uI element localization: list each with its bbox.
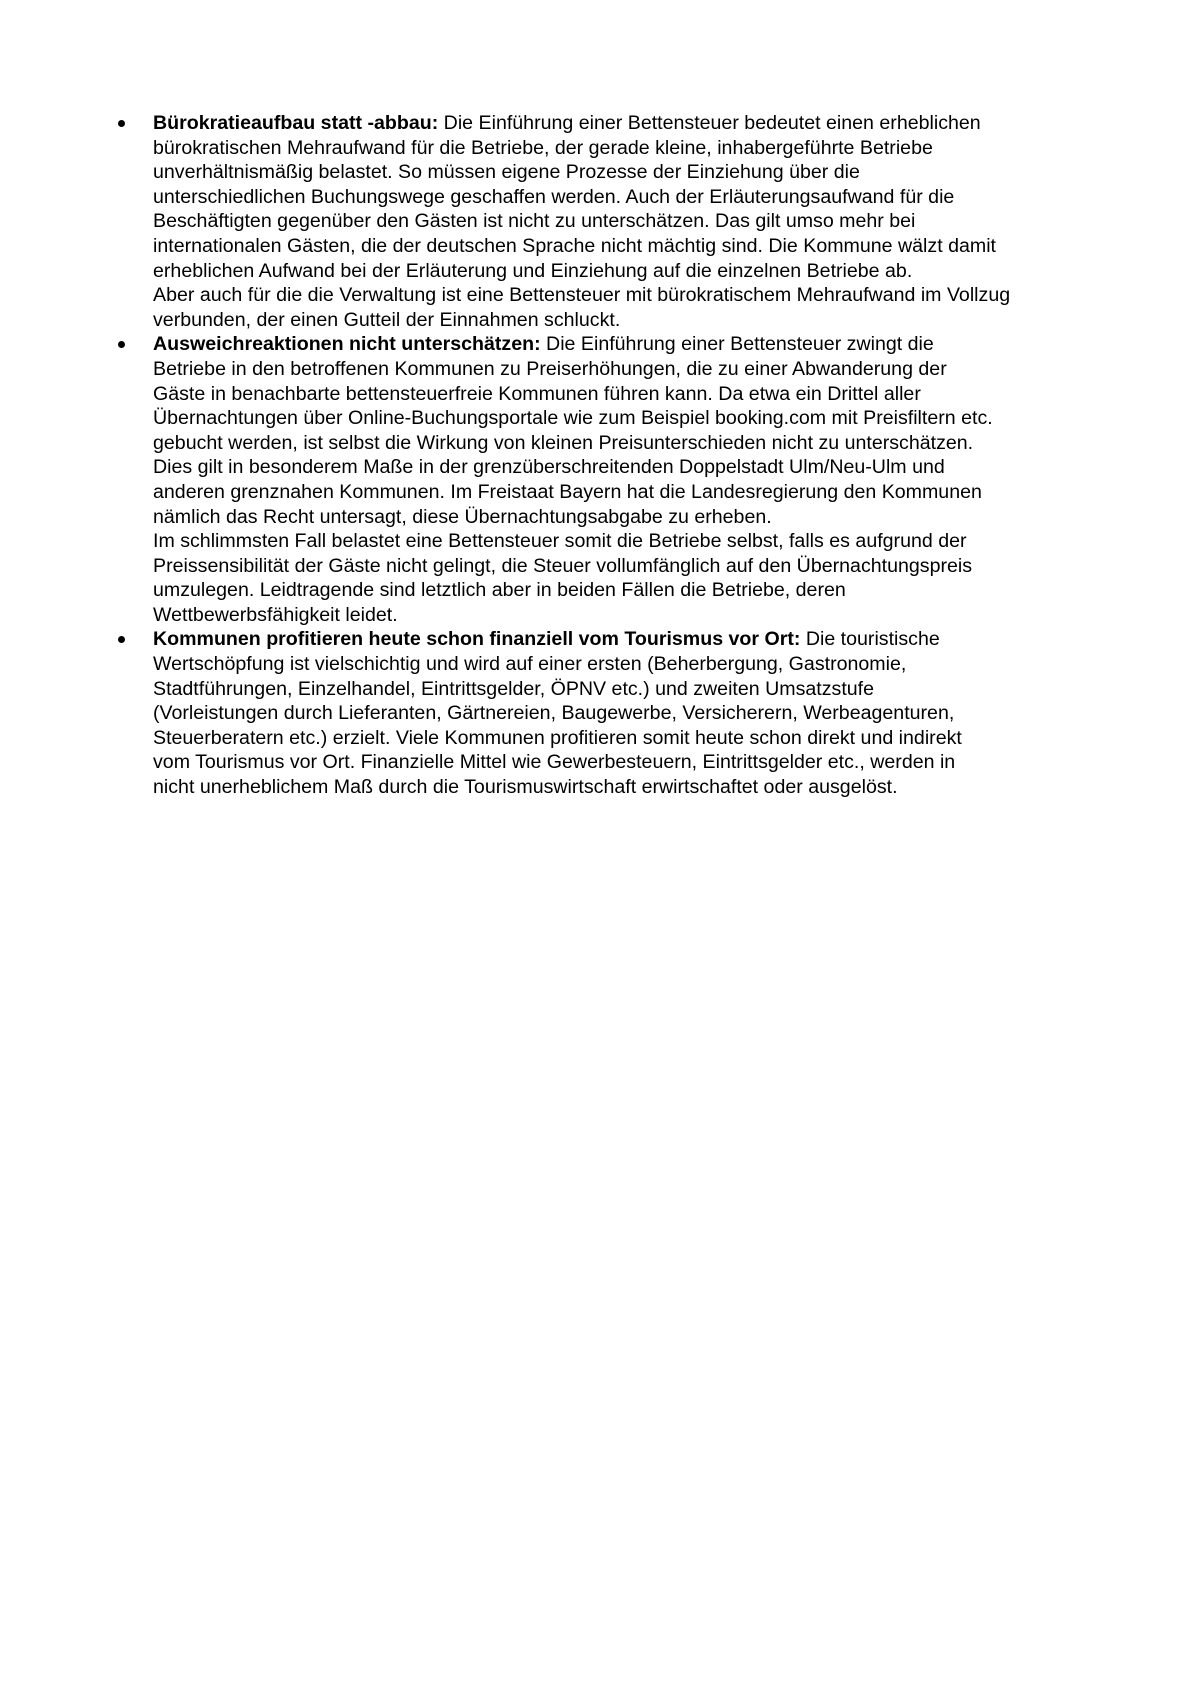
bullet-icon xyxy=(118,341,125,348)
paragraph-line: Aber auch für die die Verwaltung ist eine Bettensteuer mit bürokratischem Mehraufwand im Vollzug xyxy=(153,284,1011,307)
paragraph-line: Stadtführungen, Einzelhandel, Eintrittsgelder, ÖPNV etc.) und zweiten Umsatzstufe xyxy=(153,677,874,700)
paragraph-line: unterschiedlichen Buchungswege geschaffen werden. Auch der Erläuterungsaufwand für die xyxy=(153,185,955,208)
paragraph-line: umzulegen. Leidtragende sind letztlich aber in beiden Fällen die Betriebe, deren xyxy=(153,579,846,602)
bullet-item-kommunen xyxy=(0,627,1191,799)
paragraph-line: verbunden, der einen Gutteil der Einnahmen schluckt. xyxy=(153,308,621,331)
paragraph-line: Dies gilt in besonderem Maße in der grenzüberschreitenden Doppelstadt Ulm/Neu-Ulm und xyxy=(153,456,945,479)
paragraph-line: Preissensibilität der Gäste nicht gelingt, die Steuer vollumfänglich auf den Übernachtungspreis xyxy=(153,554,973,577)
paragraph-line: (Vorleistungen durch Lieferanten, Gärtnereien, Baugewerbe, Versicherern, Werbeagenturen, xyxy=(153,702,955,725)
paragraph-line xyxy=(153,627,1151,652)
bullet-item-ausweichreaktionen xyxy=(0,332,1191,627)
bullet-list xyxy=(0,111,1191,800)
paragraph-line: Wertschöpfung ist vielschichtig und wird auf einer ersten (Beherbergung, Gastronomie, xyxy=(153,653,907,676)
paragraph-line: unverhältnismäßig belastet. So müssen eigene Prozesse der Einziehung über die xyxy=(153,161,860,184)
paragraph-line: Steuerberatern etc.) erzielt. Viele Kommunen profitieren somit heute schon direkt und indirekt xyxy=(153,726,962,749)
paragraph-line: vom Tourismus vor Ort. Finanzielle Mittel wie Gewerbesteuern, Eintrittsgelder etc., werden in xyxy=(153,751,956,774)
paragraph-line xyxy=(153,332,1151,357)
paragraph-line: Beschäftigten gegenüber den Gästen ist nicht zu unterschätzen. Das gilt umso mehr bei xyxy=(153,210,916,233)
bullet-heading: Bürokratieaufbau statt -abbau: xyxy=(153,112,439,134)
paragraph-line: erheblichen Aufwand bei der Erläuterung und Einziehung auf die einzelnen Betriebe ab. xyxy=(153,259,913,282)
paragraph-text: Die touristische xyxy=(800,628,940,651)
paragraph-line: Im schlimmsten Fall belastet eine Bettensteuer somit die Betriebe selbst, falls es aufgrund der xyxy=(153,530,967,553)
paragraph-line: Betriebe in den betroffenen Kommunen zu Preiserhöhungen, die zu einer Abwanderung der xyxy=(153,357,947,380)
paragraph-line: Wettbewerbsfähigkeit leidet. xyxy=(153,603,398,626)
bullet-icon xyxy=(118,120,125,127)
paragraph-line: Gäste in benachbarte bettensteuerfreie Kommunen führen kann. Da etwa ein Drittel aller xyxy=(153,382,921,405)
paragraph-line: gebucht werden, ist selbst die Wirkung von kleinen Preisunterschieden nicht zu unterschätzen. xyxy=(153,431,974,454)
paragraph-text: Die Einführung einer Bettensteuer bedeutet einen erheblichen xyxy=(438,112,981,134)
paragraph-line: internationalen Gästen, die der deutschen Sprache nicht mächtig sind. Die Kommune wälzt damit xyxy=(153,234,996,257)
bullet-heading: Ausweichreaktionen nicht unterschätzen: xyxy=(153,333,541,356)
bullet-heading: Kommunen profitieren heute schon finanziell vom Tourismus vor Ort: xyxy=(153,628,801,651)
paragraph-line: bürokratischen Mehraufwand für die Betriebe, der gerade kleine, inhabergeführte Betriebe xyxy=(153,136,933,159)
paragraph-line: Übernachtungen über Online-Buchungsportale wie zum Beispiel booking.com mit Preisfiltern etc. xyxy=(153,407,993,430)
paragraph-text: Die Einführung einer Bettensteuer zwingt die xyxy=(540,333,934,356)
paragraph-line: nämlich das Recht untersagt, diese Übernachtungsabgabe zu erheben. xyxy=(153,505,772,528)
paragraph-line: anderen grenznahen Kommunen. Im Freistaat Bayern hat die Landesregierung den Kommunen xyxy=(153,480,982,503)
paragraph-line: nicht unerheblichem Maß durch die Tourismuswirtschaft erwirtschaftet oder ausgelöst. xyxy=(153,776,898,799)
bullet-icon xyxy=(118,636,125,643)
bullet-item-buerokratie xyxy=(0,111,1191,332)
paragraph-line xyxy=(153,111,1151,136)
